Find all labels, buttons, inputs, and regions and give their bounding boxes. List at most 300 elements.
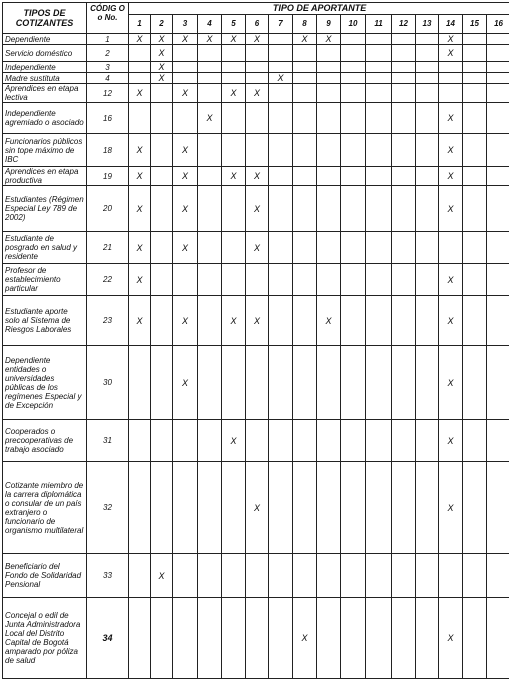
empty-cell <box>173 264 198 296</box>
mark-x: X <box>151 73 173 84</box>
mark-x: X <box>317 296 341 346</box>
empty-cell <box>392 462 416 554</box>
empty-cell <box>269 232 293 264</box>
cotizante-code: 23 <box>87 296 129 346</box>
empty-cell <box>487 73 509 84</box>
empty-cell <box>463 346 487 420</box>
cotizante-code: 32 <box>87 462 129 554</box>
mark-x: X <box>222 420 246 462</box>
empty-cell <box>463 62 487 73</box>
aportante-number-11: 11 <box>366 15 392 34</box>
empty-cell <box>463 598 487 679</box>
aportante-number-14: 14 <box>439 15 463 34</box>
empty-cell <box>198 45 222 62</box>
aportante-number-3: 3 <box>173 15 198 34</box>
empty-cell <box>317 462 341 554</box>
header-codigo: CÓDIG O o No. <box>87 3 129 34</box>
empty-cell <box>392 34 416 45</box>
mark-x: X <box>439 264 463 296</box>
cotizante-code: 20 <box>87 186 129 232</box>
table-row <box>3 167 509 186</box>
empty-cell <box>293 346 317 420</box>
empty-cell <box>487 346 509 420</box>
empty-cell <box>416 462 439 554</box>
cotizante-code: 21 <box>87 232 129 264</box>
empty-cell <box>487 167 509 186</box>
empty-cell <box>129 598 151 679</box>
empty-cell <box>487 134 509 167</box>
cotizante-code: 34 <box>87 598 129 679</box>
empty-cell <box>487 232 509 264</box>
empty-cell <box>269 186 293 232</box>
cotizante-code: 4 <box>87 73 129 84</box>
empty-cell <box>463 34 487 45</box>
empty-cell <box>129 346 151 420</box>
empty-cell <box>392 45 416 62</box>
empty-cell <box>463 296 487 346</box>
empty-cell <box>246 103 269 134</box>
cotizantes-table <box>2 2 509 679</box>
empty-cell <box>463 73 487 84</box>
cotizante-type: Estudiantes (Régimen Especial Ley 789 de 2002) <box>3 186 87 232</box>
empty-cell <box>173 598 198 679</box>
empty-cell <box>487 62 509 73</box>
empty-cell <box>416 45 439 62</box>
empty-cell <box>317 232 341 264</box>
mark-x: X <box>151 62 173 73</box>
table-row <box>3 462 509 554</box>
empty-cell <box>463 420 487 462</box>
mark-x: X <box>151 554 173 598</box>
empty-cell <box>317 598 341 679</box>
empty-cell <box>269 103 293 134</box>
empty-cell <box>293 103 317 134</box>
cotizante-code: 12 <box>87 84 129 103</box>
empty-cell <box>416 134 439 167</box>
aportante-number-6: 6 <box>246 15 269 34</box>
cotizante-type: Servicio doméstico <box>3 45 87 62</box>
mark-x: X <box>293 34 317 45</box>
empty-cell <box>222 186 246 232</box>
cotizante-type: Cooperados o precooperativas de trabajo asociado <box>3 420 87 462</box>
empty-cell <box>487 462 509 554</box>
empty-cell <box>198 346 222 420</box>
table-row <box>3 186 509 232</box>
mark-x: X <box>439 598 463 679</box>
empty-cell <box>317 134 341 167</box>
cotizante-type: Dependiente entidades o universidades públicas de los regímenes Especial y de Excepción <box>3 346 87 420</box>
empty-cell <box>317 73 341 84</box>
empty-cell <box>487 84 509 103</box>
mark-x: X <box>129 134 151 167</box>
empty-cell <box>487 420 509 462</box>
empty-cell <box>463 45 487 62</box>
cotizante-code: 31 <box>87 420 129 462</box>
empty-cell <box>151 420 173 462</box>
mark-x: X <box>439 167 463 186</box>
mark-x: X <box>246 232 269 264</box>
mark-x: X <box>246 84 269 103</box>
mark-x: X <box>439 186 463 232</box>
empty-cell <box>341 73 366 84</box>
empty-cell <box>198 264 222 296</box>
mark-x: X <box>439 134 463 167</box>
aportante-number-5: 5 <box>222 15 246 34</box>
empty-cell <box>463 103 487 134</box>
mark-x: X <box>246 296 269 346</box>
table-row <box>3 45 509 62</box>
mark-x: X <box>129 84 151 103</box>
cotizante-code: 19 <box>87 167 129 186</box>
empty-cell <box>317 45 341 62</box>
empty-cell <box>416 598 439 679</box>
empty-cell <box>463 186 487 232</box>
empty-cell <box>487 34 509 45</box>
mark-x: X <box>439 103 463 134</box>
empty-cell <box>341 264 366 296</box>
empty-cell <box>222 462 246 554</box>
empty-cell <box>341 84 366 103</box>
cotizante-type: Profesor de establecimiento particular <box>3 264 87 296</box>
mark-x: X <box>173 34 198 45</box>
table-row <box>3 598 509 679</box>
mark-x: X <box>439 462 463 554</box>
empty-cell <box>392 346 416 420</box>
empty-cell <box>151 84 173 103</box>
empty-cell <box>366 167 392 186</box>
mark-x: X <box>173 296 198 346</box>
empty-cell <box>269 45 293 62</box>
empty-cell <box>416 167 439 186</box>
cotizante-code: 1 <box>87 34 129 45</box>
aportante-number-7: 7 <box>269 15 293 34</box>
empty-cell <box>246 264 269 296</box>
header-tipo-aportante: TIPO DE APORTANTE <box>129 3 509 15</box>
empty-cell <box>392 73 416 84</box>
empty-cell <box>317 420 341 462</box>
empty-cell <box>341 45 366 62</box>
empty-cell <box>198 186 222 232</box>
empty-cell <box>198 598 222 679</box>
empty-cell <box>392 232 416 264</box>
mark-x: X <box>198 103 222 134</box>
empty-cell <box>366 73 392 84</box>
empty-cell <box>487 296 509 346</box>
empty-cell <box>198 134 222 167</box>
empty-cell <box>293 232 317 264</box>
empty-cell <box>222 62 246 73</box>
empty-cell <box>317 264 341 296</box>
empty-cell <box>487 45 509 62</box>
aportante-number-15: 15 <box>463 15 487 34</box>
empty-cell <box>269 264 293 296</box>
mark-x: X <box>439 346 463 420</box>
empty-cell <box>151 296 173 346</box>
empty-cell <box>416 62 439 73</box>
mark-x: X <box>129 167 151 186</box>
empty-cell <box>366 34 392 45</box>
mark-x: X <box>317 34 341 45</box>
empty-cell <box>151 264 173 296</box>
mark-x: X <box>173 232 198 264</box>
empty-cell <box>416 73 439 84</box>
table-row <box>3 34 509 45</box>
empty-cell <box>269 34 293 45</box>
empty-cell <box>129 103 151 134</box>
empty-cell <box>173 462 198 554</box>
empty-cell <box>366 264 392 296</box>
empty-cell <box>293 45 317 62</box>
aportante-number-10: 10 <box>341 15 366 34</box>
cotizante-type: Madre sustituta <box>3 73 87 84</box>
empty-cell <box>463 232 487 264</box>
empty-cell <box>293 62 317 73</box>
empty-cell <box>198 84 222 103</box>
table-row <box>3 264 509 296</box>
empty-cell <box>317 186 341 232</box>
empty-cell <box>293 554 317 598</box>
empty-cell <box>366 134 392 167</box>
table-row <box>3 420 509 462</box>
empty-cell <box>487 598 509 679</box>
empty-cell <box>439 84 463 103</box>
empty-cell <box>341 134 366 167</box>
empty-cell <box>173 45 198 62</box>
empty-cell <box>341 598 366 679</box>
cotizante-type: Beneficiario del Fondo de Solidaridad Pensional <box>3 554 87 598</box>
empty-cell <box>269 296 293 346</box>
mark-x: X <box>439 296 463 346</box>
empty-cell <box>269 346 293 420</box>
aportante-number-9: 9 <box>317 15 341 34</box>
empty-cell <box>222 134 246 167</box>
empty-cell <box>392 554 416 598</box>
empty-cell <box>198 554 222 598</box>
empty-cell <box>416 264 439 296</box>
empty-cell <box>366 103 392 134</box>
empty-cell <box>129 73 151 84</box>
empty-cell <box>198 167 222 186</box>
empty-cell <box>293 73 317 84</box>
empty-cell <box>246 420 269 462</box>
mark-x: X <box>246 34 269 45</box>
aportante-number-4: 4 <box>198 15 222 34</box>
table-row <box>3 84 509 103</box>
table-row <box>3 232 509 264</box>
empty-cell <box>366 296 392 346</box>
empty-cell <box>151 186 173 232</box>
empty-cell <box>392 167 416 186</box>
empty-cell <box>246 598 269 679</box>
empty-cell <box>366 346 392 420</box>
empty-cell <box>317 84 341 103</box>
table-row <box>3 134 509 167</box>
empty-cell <box>173 62 198 73</box>
empty-cell <box>173 420 198 462</box>
empty-cell <box>392 103 416 134</box>
empty-cell <box>198 296 222 346</box>
cotizante-type: Dependiente <box>3 34 87 45</box>
empty-cell <box>151 103 173 134</box>
empty-cell <box>269 84 293 103</box>
empty-cell <box>366 186 392 232</box>
mark-x: X <box>269 73 293 84</box>
empty-cell <box>246 73 269 84</box>
empty-cell <box>392 62 416 73</box>
empty-cell <box>341 420 366 462</box>
empty-cell <box>293 462 317 554</box>
header-tipos-cotizantes: TIPOS DE COTIZANTES <box>3 3 87 34</box>
empty-cell <box>463 264 487 296</box>
empty-cell <box>293 84 317 103</box>
cotizante-code: 16 <box>87 103 129 134</box>
empty-cell <box>366 45 392 62</box>
empty-cell <box>439 554 463 598</box>
empty-cell <box>392 296 416 346</box>
empty-cell <box>151 232 173 264</box>
empty-cell <box>439 62 463 73</box>
cotizante-code: 22 <box>87 264 129 296</box>
empty-cell <box>222 103 246 134</box>
empty-cell <box>463 554 487 598</box>
empty-cell <box>198 420 222 462</box>
empty-cell <box>269 62 293 73</box>
empty-cell <box>151 134 173 167</box>
empty-cell <box>366 462 392 554</box>
empty-cell <box>416 346 439 420</box>
empty-cell <box>198 462 222 554</box>
empty-cell <box>293 186 317 232</box>
empty-cell <box>487 103 509 134</box>
empty-cell <box>269 167 293 186</box>
empty-cell <box>198 62 222 73</box>
mark-x: X <box>129 232 151 264</box>
empty-cell <box>341 554 366 598</box>
empty-cell <box>293 167 317 186</box>
cotizante-type: Funcionarios públicos sin tope máximo de IBC <box>3 134 87 167</box>
empty-cell <box>341 232 366 264</box>
empty-cell <box>129 462 151 554</box>
cotizante-type: Cotizante miembro de la carrera diplomática o consular de un país extranjero o funcionario de organismo multilateral <box>3 462 87 554</box>
empty-cell <box>269 420 293 462</box>
table-row <box>3 554 509 598</box>
empty-cell <box>222 45 246 62</box>
empty-cell <box>317 62 341 73</box>
mark-x: X <box>222 34 246 45</box>
cotizante-type: Independiente agremiado o asociado <box>3 103 87 134</box>
empty-cell <box>222 346 246 420</box>
empty-cell <box>293 264 317 296</box>
empty-cell <box>366 84 392 103</box>
empty-cell <box>269 554 293 598</box>
mark-x: X <box>129 34 151 45</box>
mark-x: X <box>173 346 198 420</box>
empty-cell <box>487 264 509 296</box>
empty-cell <box>392 186 416 232</box>
aportante-number-2: 2 <box>151 15 173 34</box>
empty-cell <box>293 134 317 167</box>
empty-cell <box>317 103 341 134</box>
empty-cell <box>416 554 439 598</box>
empty-cell <box>366 232 392 264</box>
empty-cell <box>366 62 392 73</box>
empty-cell <box>366 420 392 462</box>
cotizante-type: Aprendices en etapa lectiva <box>3 84 87 103</box>
mark-x: X <box>246 186 269 232</box>
table-row <box>3 103 509 134</box>
mark-x: X <box>173 186 198 232</box>
empty-cell <box>341 62 366 73</box>
table-row <box>3 62 509 73</box>
mark-x: X <box>151 45 173 62</box>
empty-cell <box>222 232 246 264</box>
empty-cell <box>173 103 198 134</box>
aportante-number-8: 8 <box>293 15 317 34</box>
empty-cell <box>129 62 151 73</box>
cotizante-code: 30 <box>87 346 129 420</box>
empty-cell <box>416 34 439 45</box>
cotizante-code: 18 <box>87 134 129 167</box>
empty-cell <box>129 420 151 462</box>
table-body <box>3 34 509 679</box>
empty-cell <box>341 346 366 420</box>
mark-x: X <box>439 34 463 45</box>
empty-cell <box>173 73 198 84</box>
empty-cell <box>317 167 341 186</box>
cotizante-code: 3 <box>87 62 129 73</box>
cotizante-type: Estudiante de posgrado en salud y residente <box>3 232 87 264</box>
empty-cell <box>341 34 366 45</box>
mark-x: X <box>293 598 317 679</box>
mark-x: X <box>246 167 269 186</box>
mark-x: X <box>173 134 198 167</box>
empty-cell <box>151 462 173 554</box>
empty-cell <box>222 554 246 598</box>
empty-cell <box>246 554 269 598</box>
mark-x: X <box>151 34 173 45</box>
empty-cell <box>129 554 151 598</box>
empty-cell <box>463 167 487 186</box>
mark-x: X <box>222 296 246 346</box>
empty-cell <box>269 462 293 554</box>
empty-cell <box>222 264 246 296</box>
empty-cell <box>392 264 416 296</box>
cotizante-code: 2 <box>87 45 129 62</box>
empty-cell <box>341 103 366 134</box>
empty-cell <box>198 73 222 84</box>
empty-cell <box>151 598 173 679</box>
empty-cell <box>173 554 198 598</box>
mark-x: X <box>439 45 463 62</box>
cotizante-type: Concejal o edil de Junta Administradora Local del Distrito Capital de Bogotá amparado por póliza de salud <box>3 598 87 679</box>
empty-cell <box>416 420 439 462</box>
mark-x: X <box>198 34 222 45</box>
empty-cell <box>317 554 341 598</box>
empty-cell <box>487 554 509 598</box>
mark-x: X <box>222 84 246 103</box>
empty-cell <box>246 62 269 73</box>
empty-cell <box>416 296 439 346</box>
empty-cell <box>151 346 173 420</box>
mark-x: X <box>173 84 198 103</box>
cotizante-code: 33 <box>87 554 129 598</box>
aportante-number-1: 1 <box>129 15 151 34</box>
empty-cell <box>463 84 487 103</box>
empty-cell <box>416 84 439 103</box>
mark-x: X <box>173 167 198 186</box>
empty-cell <box>366 598 392 679</box>
empty-cell <box>463 462 487 554</box>
